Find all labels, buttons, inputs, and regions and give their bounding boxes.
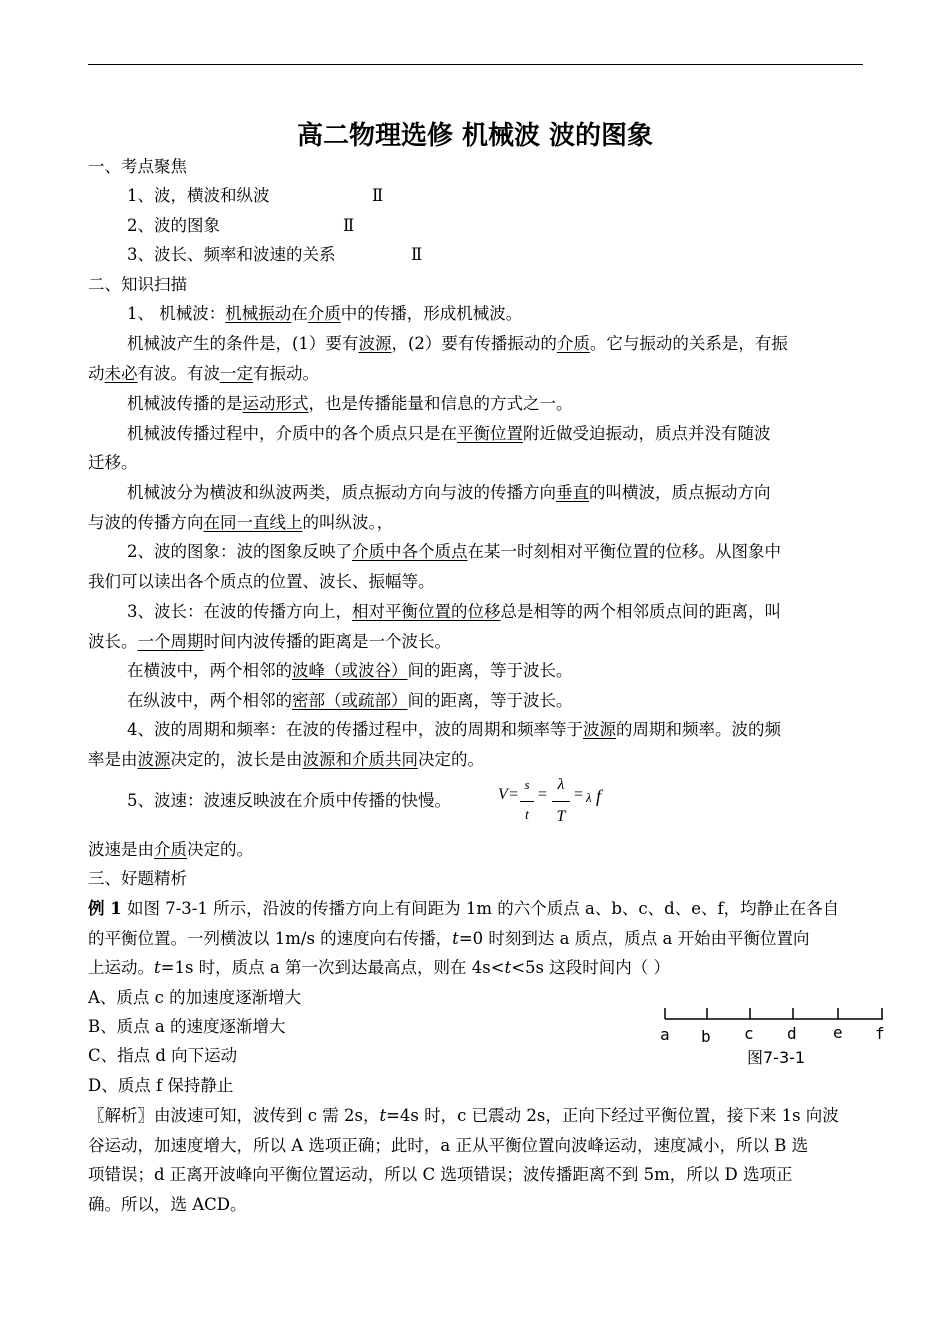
paragraph-wave-types-line2: [88, 508, 864, 538]
variable-t: t: [154, 958, 161, 977]
paragraph-period-line2: [88, 745, 864, 775]
formula-equals: =: [574, 786, 584, 803]
formula-v: V: [498, 786, 508, 803]
paragraph-conditions-line2: [88, 359, 864, 389]
paragraph-longitudinal: [127, 686, 864, 716]
underlined-term: 波源: [137, 750, 171, 769]
underlined-term: 波源: [583, 720, 616, 739]
variable-t: t: [379, 1106, 387, 1125]
analysis-line1: [88, 1101, 864, 1131]
particle-line-diagram: [655, 1002, 887, 1042]
text: 间的距离，等于波长。: [407, 661, 573, 680]
point-label-d: d: [787, 1024, 797, 1043]
example-line2: [88, 924, 864, 954]
text: 在纵波中，两个相邻的: [127, 691, 292, 710]
text: =0 时刻到达 a 质点，质点 a 开始由平衡位置向: [458, 929, 810, 948]
text: 的叫纵波。，: [302, 513, 394, 532]
header-rule: [88, 64, 863, 65]
paragraph-medium-line1: [127, 419, 864, 449]
text: ，(2）要有传播振动的: [391, 334, 557, 353]
formula-lambda: λ: [557, 776, 565, 793]
text: 的叫横波，质点振动方向: [589, 483, 771, 502]
formula-T: T: [556, 808, 566, 825]
text: 机械波传播的是: [127, 394, 243, 413]
topic-item-text: 2、波的图象: [127, 216, 220, 235]
formula-lambda: λ: [586, 790, 592, 805]
wave-speed-formula: [498, 776, 618, 830]
underlined-term: 波峰（或波谷）: [292, 661, 408, 680]
analysis-line2: 谷运动，加速度增大，所以 A 选项正确；此时，a 正从平衡位置向波峰运动，速度减小，所以 B 选: [88, 1136, 809, 1155]
text: 在横波中，两个相邻的: [127, 661, 292, 680]
text: 。它与振动的关系是，有振: [589, 334, 788, 353]
text: =4s 时，c 已震动 2s，正向下经过平衡位置，接下来 1s 向波: [386, 1106, 839, 1125]
text: 动: [88, 364, 105, 383]
point-label-f: f: [875, 1024, 885, 1043]
topic-item-text: 3、波长、频率和波速的关系: [127, 245, 336, 264]
underlined-term: 介质中各个质点: [352, 542, 468, 561]
text: 的周期和频率。波的频: [616, 720, 781, 739]
fraction-bar: [552, 801, 570, 802]
section2-heading: 二、知识扫描: [88, 275, 187, 294]
option-d: D、质点 f 保持静止: [88, 1076, 234, 1095]
paragraph-wavelength-line2: [88, 627, 864, 657]
paragraph-wavelength-line1: [127, 597, 864, 627]
text: <5s 这段时间内（ ）: [511, 958, 670, 977]
text: 上运动。: [88, 958, 154, 977]
point-label-e: e: [833, 1023, 843, 1042]
underlined-term: 密部（或疏部）: [292, 691, 408, 710]
text: 机械波传播过程中，介质中的各个质点只是在: [127, 424, 457, 443]
formula-s: s: [524, 777, 530, 792]
paragraph-period-line1: [127, 715, 864, 745]
option-c: C、指点 d 向下运动: [88, 1046, 238, 1065]
analysis-line4: 确。所以，选 ACD。: [88, 1195, 247, 1214]
analysis-line3: 项错误；d 正离开波峰向平衡位置运动，所以 C 选项错误；波传播距离不到 5m，所以 D 选项正: [88, 1165, 793, 1184]
text: 机械波分为横波和纵波两类，质点振动方向与波的传播方向: [127, 483, 556, 502]
underlined-term: 一个周期: [137, 632, 204, 651]
underlined-term: 平衡位置: [457, 424, 523, 443]
formula-equals: =: [538, 786, 548, 803]
text: 有波。有波: [137, 364, 220, 383]
figure-7-3-1: [655, 1002, 887, 1074]
underlined-term: 运动形式: [242, 394, 309, 413]
text: 与波的传播方向: [88, 513, 204, 532]
topic-item-3: [127, 240, 864, 270]
page-title: 高二物理选修 机械波 波的图象: [296, 121, 654, 151]
paragraph-conditions-line1: [127, 329, 864, 359]
text: 率是由: [88, 750, 138, 769]
text: 附近做受迫振动，质点并没有随波: [523, 424, 771, 443]
fraction-bar: [520, 801, 534, 802]
underlined-term: 机械振动: [225, 304, 292, 323]
underlined-term: 介质: [307, 304, 341, 323]
paragraph-wave-types-line1: [127, 478, 864, 508]
text: 决定的。: [187, 840, 253, 859]
paragraph-wave-speed: 5、波速：波速反映波在介质中传播的快慢。: [127, 791, 451, 810]
formula-f: f: [596, 786, 602, 806]
text: 在: [291, 304, 308, 323]
text: 4、波的周期和频率：在波的传播过程中，波的周期和频率等于: [127, 720, 583, 739]
underlined-term: 介质: [154, 840, 187, 859]
underlined-term: 在同一直线上: [203, 513, 303, 532]
text: 波长。: [88, 632, 138, 651]
underlined-term: 波源: [358, 334, 392, 353]
text: 中的传播，形成机械波。: [340, 304, 523, 323]
underlined-term: 未必: [104, 364, 138, 383]
text: 时间内波传播的距离是一个波长。: [203, 632, 451, 651]
paragraph-transverse: [127, 656, 864, 686]
paragraph-mechanical-wave: [127, 299, 864, 329]
text: 1、 机械波：: [127, 304, 226, 323]
paragraph-medium-line2: 迁移。: [88, 453, 138, 472]
topic-item-text: 1、波，横波和纵波: [127, 186, 270, 205]
text: =1s 时，质点 a 第一次到达最高点，则在 4s<: [160, 958, 505, 977]
topic-item-2: [127, 211, 864, 241]
paragraph-speed-determined: [88, 835, 864, 865]
underlined-term: 波源和介质共同: [302, 750, 418, 769]
text: 〖解析〗由波速可知，波传到 c 需 2s，: [88, 1106, 380, 1125]
text: ，也是传播能量和信息的方式之一。: [308, 394, 573, 413]
formula-equals: =: [509, 786, 519, 803]
paragraph-propagation: [127, 389, 864, 419]
text: 如图 7-3-1 所示，沿波的传播方向上有间距为 1m 的六个质点 a、b、c、d、e、f，均静止在各自: [121, 899, 840, 918]
formula-t: t: [525, 808, 529, 823]
point-label-a: a: [660, 1025, 670, 1044]
underlined-term: 一定: [220, 364, 253, 383]
paragraph-wave-graph-line2: 我们可以读出各个质点的位置、波长、振幅等。: [88, 572, 435, 591]
example-line1: [88, 894, 864, 924]
variable-t: t: [504, 958, 512, 977]
text: 间的距离，等于波长。: [407, 691, 573, 710]
topic-level: Ⅱ: [343, 216, 355, 235]
underlined-term: 垂直: [556, 483, 589, 502]
point-label-b: b: [701, 1027, 711, 1046]
section1-heading: 一、考点聚焦: [88, 157, 187, 176]
text: 波速是由: [88, 840, 154, 859]
text: 机械波产生的条件是，(1）要有: [127, 334, 359, 353]
paragraph-wave-graph-line1: [127, 537, 864, 567]
section3-heading: 三、好题精析: [88, 869, 187, 888]
text: 在某一时刻相对平衡位置的位移。从图象中: [467, 542, 781, 561]
text: 总是相等的两个相邻质点间的距离，叫: [500, 602, 781, 621]
text: 3、波长：在波的传播方向上，: [127, 602, 352, 621]
point-label-c: c: [744, 1024, 754, 1043]
variable-t: t: [452, 929, 459, 948]
underlined-term: 介质: [556, 334, 590, 353]
text: 的平衡位置。一列横波以 1m/s 的速度向右传播，: [88, 929, 453, 948]
text: 决定的，波长是由: [170, 750, 303, 769]
underlined-term: 相对平衡位置的位移: [352, 602, 501, 621]
example-label: 例 1: [88, 899, 122, 918]
topic-level: Ⅱ: [411, 245, 423, 264]
option-a: A、质点 c 的加速度逐渐增大: [88, 988, 302, 1007]
text: 2、波的图象：波的图象反映了: [127, 542, 352, 561]
topic-item-1: [127, 181, 864, 211]
topic-level: Ⅱ: [372, 186, 384, 205]
text: 有振动。: [253, 364, 319, 383]
figure-caption: 图7-3-1: [747, 1048, 806, 1067]
option-b: B、质点 a 的速度逐渐增大: [88, 1017, 286, 1036]
example-line3: [88, 953, 864, 983]
text: 决定的。: [418, 750, 484, 769]
